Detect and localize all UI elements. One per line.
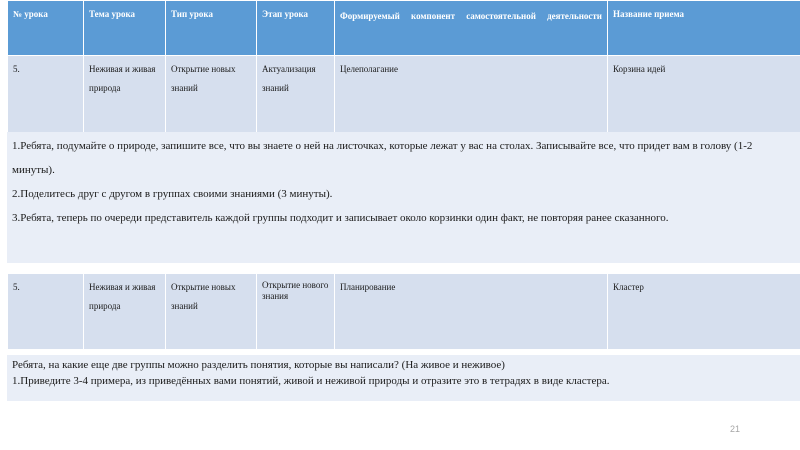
cell-lesson-number: 5. [8,56,84,133]
header-lesson-type: Тип урока [166,1,257,56]
instruction-question: Ребята, на какие еще две группы можно разделить понятия, которые вы написали? (На живое и неживое) [12,359,505,371]
cell-lesson-stage: Открытие нового знания [257,274,335,350]
cell-lesson-type: Открытие новых знаний [166,274,257,350]
cell-lesson-topic: Неживая и живая природа [84,56,166,133]
instruction-step: 1.Ребята, подумайте о природе, запишите все, что вы знаете о ней на листочках, которые лежат у вас на столах. Записывайте все, что придет вам в голову (1-2 минуты). [12,140,753,176]
instruction-step: 3.Ребята, теперь по очереди представитель каждой группы подходит и записывает около корзинки один факт, не повторяя ранее сказанного. [12,212,669,224]
header-lesson-number: № урока [8,1,84,56]
header-method-name: Название приема [608,1,800,56]
header-lesson-topic: Тема урока [84,1,166,56]
cell-lesson-type: Открытие новых знаний [166,56,257,133]
lesson-table-bottom [7,273,800,350]
instruction-step: 1.Приведите 3-4 примера, из приведённых вами понятий, живой и неживой природы и отразите это в тетрадях в виде кластера. [12,375,610,387]
header-component: Формируемый компонент самостоятельной деятельности [335,1,608,56]
header-lesson-stage: Этап урока [257,1,335,56]
cell-method-name: Корзина идей [608,56,800,133]
cell-lesson-topic: Неживая и живая природа [84,274,166,350]
table-header-row [8,1,800,56]
instruction-step: 2.Поделитесь друг с другом в группах своими знаниями (3 минуты). [12,188,333,200]
cell-component: Планирование [335,274,608,350]
lesson-table-top [7,0,800,133]
table-row [8,274,800,350]
task-instructions-1 [7,132,800,263]
cell-lesson-number: 5. [8,274,84,350]
slide-number: 21 [730,424,741,434]
cell-component: Целеполагание [335,56,608,133]
table-row [8,56,800,133]
task-instructions-2 [7,355,800,401]
cell-lesson-stage: Актуализация знаний [257,56,335,133]
cell-method-name: Кластер [608,274,800,350]
